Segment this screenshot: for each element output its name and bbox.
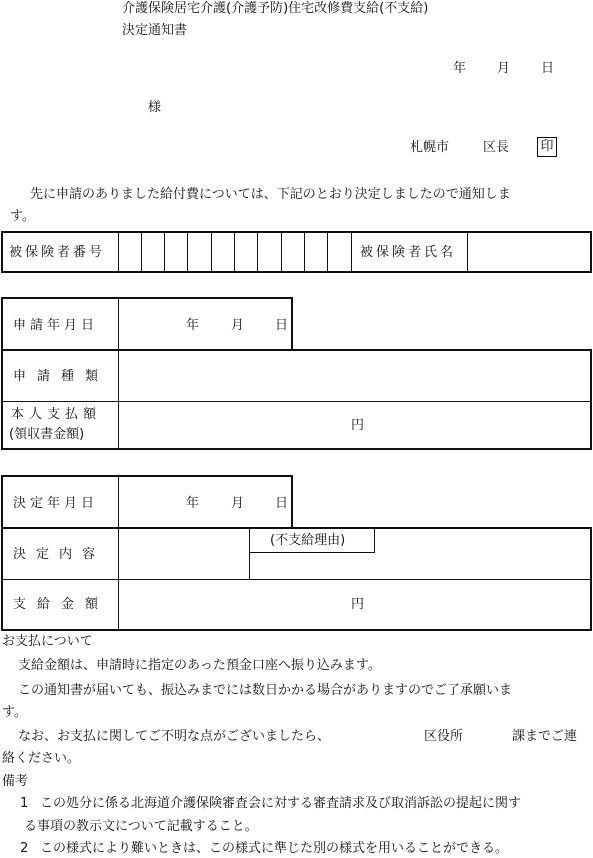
- digit-cell[interactable]: [328, 233, 352, 271]
- intro-line-1: 先に申請のありました給付費については、下記のとおり決定しましたので通知しま: [30, 187, 511, 202]
- payment-line-3b: 絡ください。: [2, 751, 81, 766]
- application-date-label: 申請年月日: [13, 318, 99, 333]
- self-payment-label: 本人支払額: [11, 407, 102, 422]
- decision-date-year: 年: [186, 496, 200, 511]
- insured-name-field[interactable]: [468, 233, 590, 271]
- remark-2-number: 2: [20, 841, 29, 856]
- row-divider: [3, 401, 590, 402]
- decision-lower-table: [1, 527, 592, 631]
- digit-cell[interactable]: [142, 233, 165, 271]
- payment-line-1: 支給金額は、申請時に指定のあった預金口座へ振り込みます。: [18, 658, 381, 673]
- receipt-amount-label: (領収書金額): [9, 427, 85, 442]
- application-date-year: 年: [186, 318, 200, 333]
- application-date-month: 月: [231, 318, 245, 333]
- payment-line-2b: す。: [2, 705, 27, 720]
- digit-cell[interactable]: [305, 233, 328, 271]
- digit-cell[interactable]: [282, 233, 305, 271]
- insured-name-label-cell: [352, 233, 468, 271]
- payment-amount-label: 支給金額: [13, 597, 110, 612]
- remark-1-line-1: この処分に係る北海道介護保険審査会に対する審査請求及び取消訴訟の提起に関す: [40, 796, 522, 811]
- application-date-day: 日: [275, 318, 289, 333]
- digit-cell[interactable]: [212, 233, 235, 271]
- decision-date-row: [1, 475, 293, 529]
- decision-date-label-cell: [3, 477, 119, 529]
- insured-name-label: 被保険者氏名: [360, 245, 457, 260]
- seal-label: 印: [540, 139, 554, 154]
- digit-cell[interactable]: [165, 233, 188, 271]
- title-line-1: 介護保険居宅介護(介護予防)住宅改修費支給(不支給): [122, 1, 429, 16]
- digit-cell[interactable]: [188, 233, 212, 271]
- issue-date-year: 年: [453, 61, 467, 76]
- addressee-suffix: 様: [148, 100, 162, 115]
- decision-date-day: 日: [275, 496, 289, 511]
- issuer-ward-head: 区長: [483, 140, 510, 155]
- self-payment-unit: 円: [351, 418, 365, 433]
- application-date-label-cell: [3, 299, 119, 351]
- insured-number-label: 被保険者番号: [9, 245, 106, 260]
- non-payment-reason-field[interactable]: [250, 554, 590, 579]
- application-lower-table: [1, 349, 592, 450]
- remark-1-number: 1: [20, 796, 29, 811]
- remark-1-line-2: る事項の教示文について記載すること。: [24, 819, 258, 834]
- payment-heading: お支払について: [2, 634, 93, 649]
- official-seal-box: [537, 137, 557, 157]
- decision-date-label: 決定年月日: [13, 496, 99, 511]
- digit-cell[interactable]: [235, 233, 258, 271]
- payment-ward-office: 区役所: [424, 729, 464, 744]
- payment-amount-unit: 円: [351, 597, 365, 612]
- decision-content-field[interactable]: [120, 529, 250, 579]
- digit-cell[interactable]: [258, 233, 282, 271]
- insured-table: [1, 231, 592, 273]
- remark-2-line-1: この様式により難いときは、この様式に準じた別の様式を用いることができる。: [40, 841, 509, 856]
- remarks-heading: 備考: [2, 774, 29, 789]
- payment-line-2a: この通知書が届いても、振込みまでには数日かかる場合がありますのでご了承願いま: [18, 683, 513, 698]
- title-line-2: 決定通知書: [122, 23, 188, 38]
- digit-cell[interactable]: [119, 233, 142, 271]
- insured-number-digit-cells: [3, 233, 119, 271]
- issuer-city: 札幌市: [410, 140, 450, 155]
- payment-section: 課までご連: [512, 729, 578, 744]
- issue-date-day: 日: [541, 61, 555, 76]
- non-payment-reason-tab: [250, 529, 375, 553]
- payment-line-3a-1: なお、お支払に関してご不明な点がございましたら、: [18, 729, 331, 744]
- application-type-label: 申請種類: [13, 369, 110, 384]
- issue-date-month: 月: [497, 61, 511, 76]
- decision-date-month: 月: [231, 496, 245, 511]
- application-date-row: [1, 297, 293, 351]
- row-divider: [3, 579, 590, 580]
- application-type-field[interactable]: [120, 351, 590, 401]
- decision-content-label: 決定内容: [13, 547, 106, 562]
- intro-line-2: す。: [10, 209, 35, 224]
- non-payment-reason-label: (不支給理由): [270, 533, 346, 548]
